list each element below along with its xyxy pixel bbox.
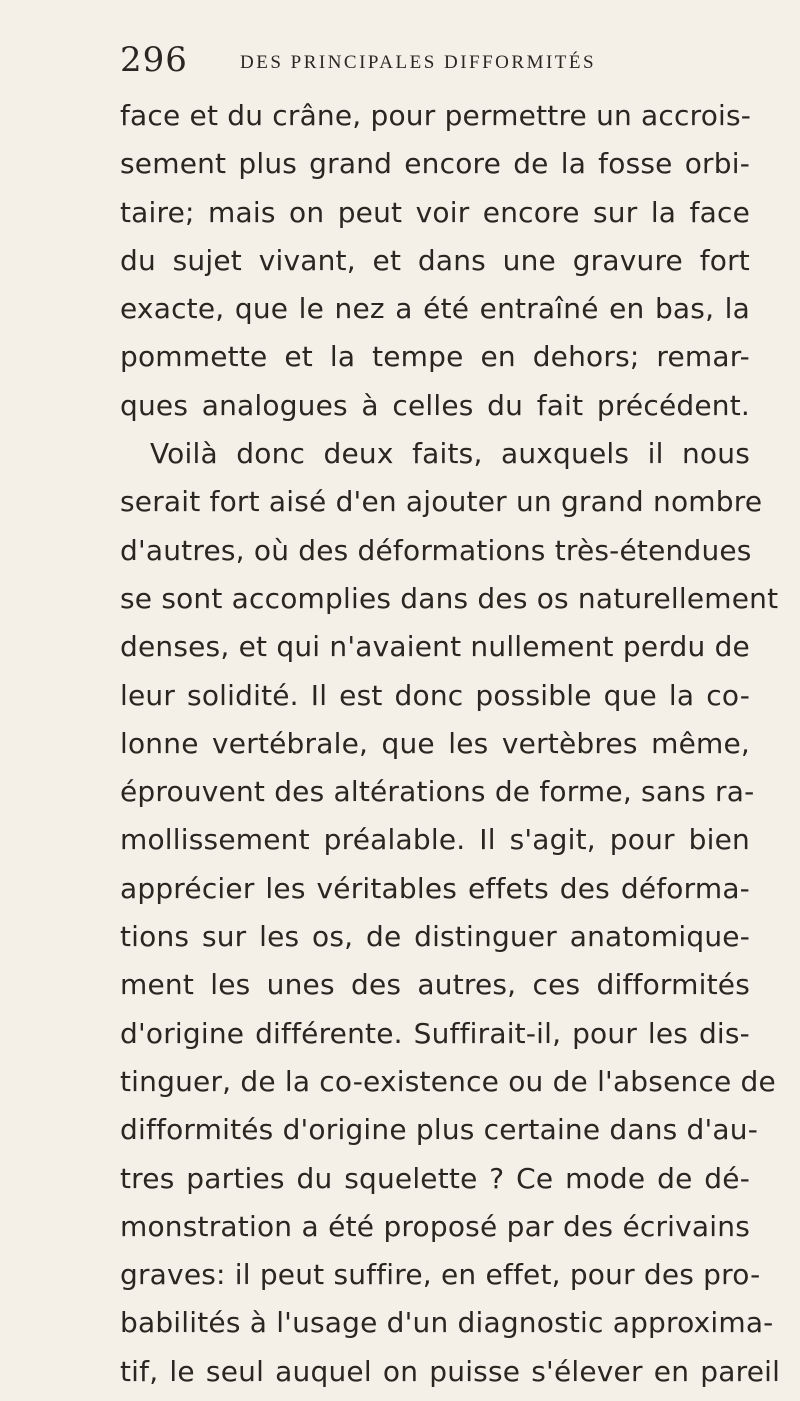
text-line: difformités d'origine plus certaine dans d'au- (120, 1113, 759, 1147)
page-number: 296 (120, 40, 188, 80)
text-line: face et du crâne, pour permettre un accrois- (120, 99, 752, 132)
text-line: ment les unes des autres, ces difformités (120, 968, 750, 1002)
text-line: lonne vertébrale, que les vertèbres même, (120, 726, 750, 760)
running-head: DES PRINCIPALES DIFFORMITÉS (240, 52, 597, 73)
text-line: leur solidité. Il est donc possible que la co- (120, 678, 750, 712)
text-line: denses, et qui n'avaient nullement perdu de (120, 630, 750, 664)
text-line: mollissement préalable. Il s'agit, pour bien (120, 823, 750, 857)
text-line: exacte, que le nez a été entraîné en bas, la (120, 292, 750, 326)
text-line: monstration a été proposé par des écrivains (120, 1209, 750, 1243)
text-line: sement plus grand encore de la fosse orbi- (120, 147, 750, 181)
text-line: babilités à l'usage d'un diagnostic approxima- (120, 1306, 774, 1340)
page-header (120, 40, 740, 84)
text-line: tinguer, de la co-existence ou de l'absence de (120, 1064, 776, 1098)
text-line: tres parties du squelette ? Ce mode de dé- (120, 1161, 750, 1195)
text-line: tif, le seul auquel on puisse s'élever en pareil (120, 1354, 781, 1388)
text-line: tions sur les os, de distinguer anatomique- (120, 920, 750, 954)
text-line: ques analogues à celles du fait précédent. (120, 388, 750, 422)
text-line: apprécier les véritables effets des déforma- (120, 871, 750, 905)
text-line: d'origine différente. Suffirait-il, pour les dis- (120, 1016, 750, 1050)
body-text (120, 92, 781, 1396)
text-line: pommette et la tempe en dehors; remar- (120, 340, 750, 374)
text-line: éprouvent des altérations de forme, sans ra- (120, 775, 755, 809)
text-line: serait fort aisé d'en ajouter un grand nombre (120, 485, 763, 519)
text-line: du sujet vivant, et dans une gravure fort (120, 243, 750, 277)
text-line: graves: il peut suffire, en effet, pour des pro- (120, 1258, 761, 1292)
text-line: se sont accomplies dans des os naturellement (120, 581, 779, 615)
text-line: d'autres, où des déformations très-étendues (120, 533, 752, 567)
text-line: taire; mais on peut voir encore sur la face (120, 195, 750, 229)
paragraph-start-line: Voilà donc deux faits, auxquels il nous (150, 437, 750, 471)
